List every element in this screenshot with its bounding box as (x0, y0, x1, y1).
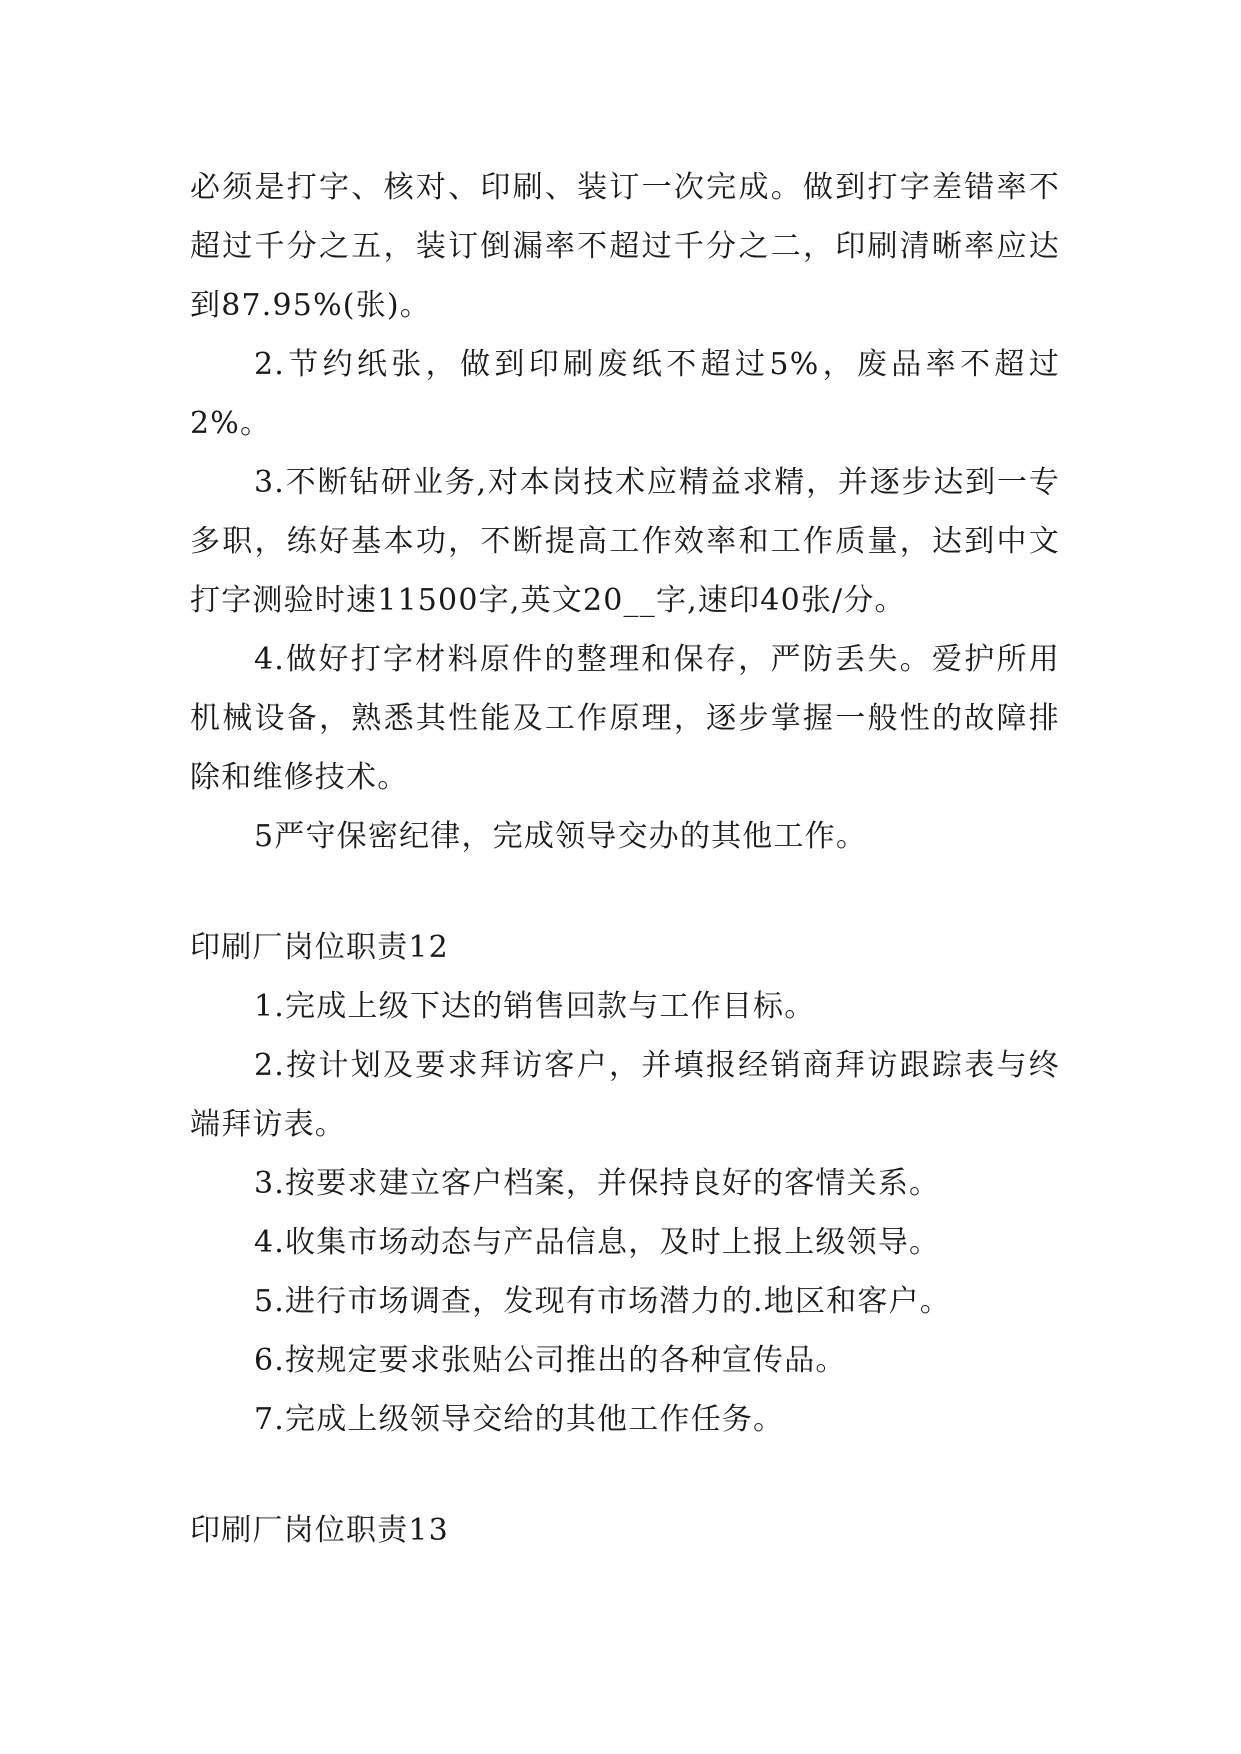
list-item: 6.按规定要求张贴公司推出的各种宣传品。 (254, 1343, 847, 1378)
document-body (190, 158, 1060, 1560)
list-item: 7.完成上级领导交给的其他工作任务。 (254, 1402, 785, 1437)
paragraph-item-5: 5严守保密纪律，完成领导交办的其他工作。 (254, 819, 868, 854)
paragraph-item-2: 2.节约纸张，做到印刷废纸不超过5%，废品率不超过2%。 (190, 347, 1060, 441)
list-item: 3.按要求建立客户档案，并保持良好的客情关系。 (254, 1166, 941, 1201)
list-item: 1.完成上级下达的销售回款与工作目标。 (254, 989, 816, 1024)
list-item: 2.按计划及要求拜访客户，并填报经销商拜访跟踪表与终端拜访表。 (190, 1048, 1060, 1142)
list-item: 4.收集市场动态与产品信息，及时上报上级领导。 (254, 1225, 941, 1260)
section-title-13: 印刷厂岗位职责13 (190, 1513, 449, 1548)
list-item: 5.进行市场调查，发现有市场潜力的.地区和客户。 (254, 1284, 951, 1319)
paragraph-item-4: 4.做好打字材料原件的整理和保存，严防丢失。爱护所用机械设备，熟悉其性能及工作原理，逐步掌握一般性的故障排除和维修技术。 (190, 642, 1060, 795)
section-title-12: 印刷厂岗位职责12 (190, 930, 449, 965)
paragraph-item-3: 3.不断钻研业务,对本岗技术应精益求精，并逐步达到一专多职，练好基本功，不断提高工作效率和工作质量，达到中文打字测验时速11500字,英文20__字,速印40张/分。 (190, 465, 1060, 618)
paragraph-continuation: 必须是打字、核对、印刷、装订一次完成。做到打字差错率不超过千分之五，装订倒漏率不超过千分之二，印刷清晰率应达到87.95%(张)。 (190, 170, 1060, 323)
